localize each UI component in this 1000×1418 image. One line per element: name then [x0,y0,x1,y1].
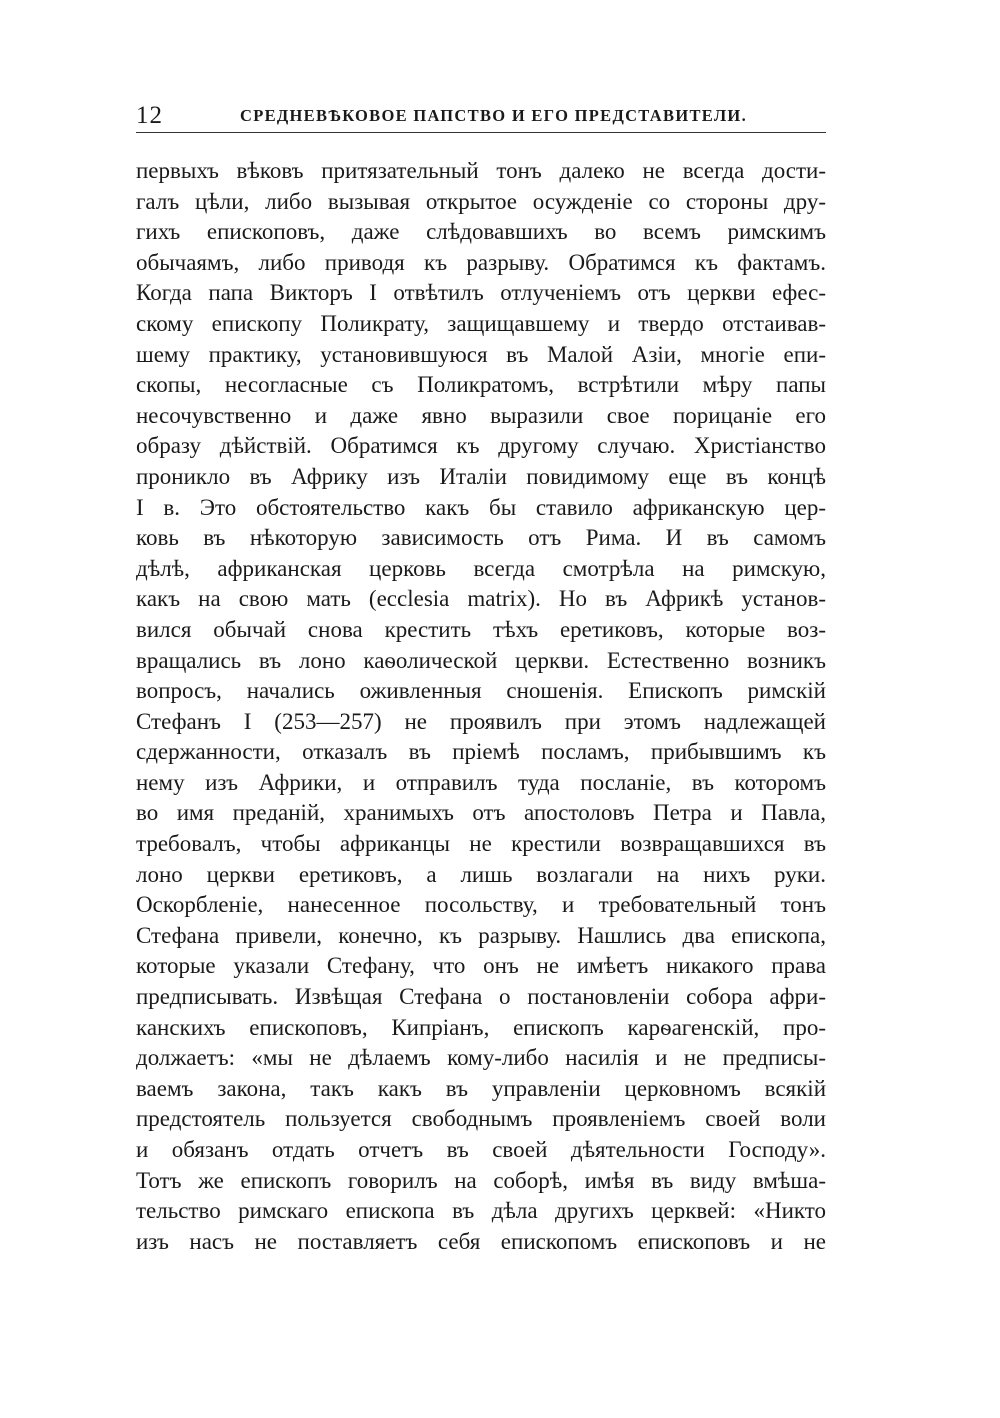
text-line: предстоятель пользуется свободнымъ проявленіемъ своей воли [136,1106,826,1132]
text-line: проникло въ Африку изъ Италіи повидимому еще въ концѣ [136,463,826,489]
text-line: Тотъ же епископъ говорилъ на соборѣ, имѣя въ виду вмѣша- [136,1167,826,1193]
text-line: во имя преданій, хранимыхъ отъ апостоловъ Петра и Павла, [136,800,826,826]
text-line: ковь въ нѣкоторую зависимость отъ Рима. И въ самомъ [136,525,826,551]
text-line: должаетъ: «мы не дѣлаемъ кому-либо насилія и не предписы- [136,1045,826,1071]
text-line: нему изъ Африки, и отправилъ туда посланіе, въ которомъ [136,769,826,795]
text-line: первыхъ вѣковъ притязательный тонъ далеко не всегда дости- [136,158,826,183]
text-line: вращались въ лоно каѳолической церкви. Естественно возникъ [136,647,826,673]
text-line: какъ на свою мать (ecclesia matrix). Но въ Африкѣ установ- [136,586,826,612]
text-line: и обязанъ отдать отчетъ въ своей дѣятельности Господу». [136,1137,826,1162]
text-line: вился обычай снова крестить тѣхъ еретиковъ, которые воз- [136,616,826,642]
body-text [136,156,826,1257]
text-line: тельство римскаго епископа въ дѣла другихъ церквей: «Никто [136,1198,826,1224]
running-title: СРЕДНЕВѢКОВОЕ ПАПСТВО И ЕГО ПРЕДСТАВИТЕЛИ. [240,106,747,125]
text-line: ваемъ закона, такъ какъ въ управленіи церковномъ всякій [136,1075,826,1101]
page-number: 12 [136,102,163,129]
text-line: изъ насъ не поставляетъ себя епископомъ епископовъ и не [136,1228,826,1254]
text-line: предписывать. Извѣщая Стефана о постановленіи собора афри- [136,984,826,1010]
text-line: вопросъ, начались оживленныя сношенія. Епископъ римскій [136,678,826,704]
text-line: сдержанности, отказалъ въ пріемѣ посламъ, прибывшимъ къ [136,739,826,765]
text-line: образу дѣйствій. Обратимся къ другому случаю. Христіанство [136,433,826,459]
text-line: скому епископу Поликрату, защищавшему и твердо отстаивав- [136,310,826,336]
page-header [136,100,826,134]
text-line: лоно церкви еретиковъ, а лишь возлагали на нихъ руки. [136,861,826,887]
text-line: гихъ епископовъ, даже слѣдовавшихъ во всемъ римскимъ [136,219,826,245]
text-line: шему практику, установившуюся въ Малой Азіи, многіе епи- [136,341,826,367]
text-line: дѣлѣ, африканская церковь всегда смотрѣла на римскую, [136,555,826,581]
text-line: требовалъ, чтобы африканцы не крестили возвращавшихся въ [136,831,826,857]
text-line: скопы, несогласные съ Поликратомъ, встрѣтили мѣру папы [136,372,826,398]
text-line: канскихъ епископовъ, Кипріанъ, епископъ карѳагенскій, про- [136,1014,826,1040]
text-line: Стефанъ I (253—257) не проявилъ при этомъ надлежащей [136,708,826,734]
header-rule [136,132,826,133]
text-line: несочувственно и даже явно выразили свое порицаніе его [136,402,826,428]
text-line: Оскорбленіе, нанесенное посольству, и требовательный тонъ [136,892,826,918]
text-line: которые указали Стефану, что онъ не имѣетъ никакого права [136,953,826,979]
text-line: I в. Это обстоятельство какъ бы ставило африканскую цер- [136,494,826,520]
text-line: Когда папа Викторъ I отвѣтилъ отлученіемъ отъ церкви ефес- [136,280,826,306]
text-line: Стефана привели, конечно, къ разрыву. Нашлись два епископа, [136,922,826,948]
text-line: галъ цѣли, либо вызывая открытое осужденіе со стороны дру- [136,188,826,214]
text-line: обычаямъ, либо приводя къ разрыву. Обратимся къ фактамъ. [136,249,826,275]
